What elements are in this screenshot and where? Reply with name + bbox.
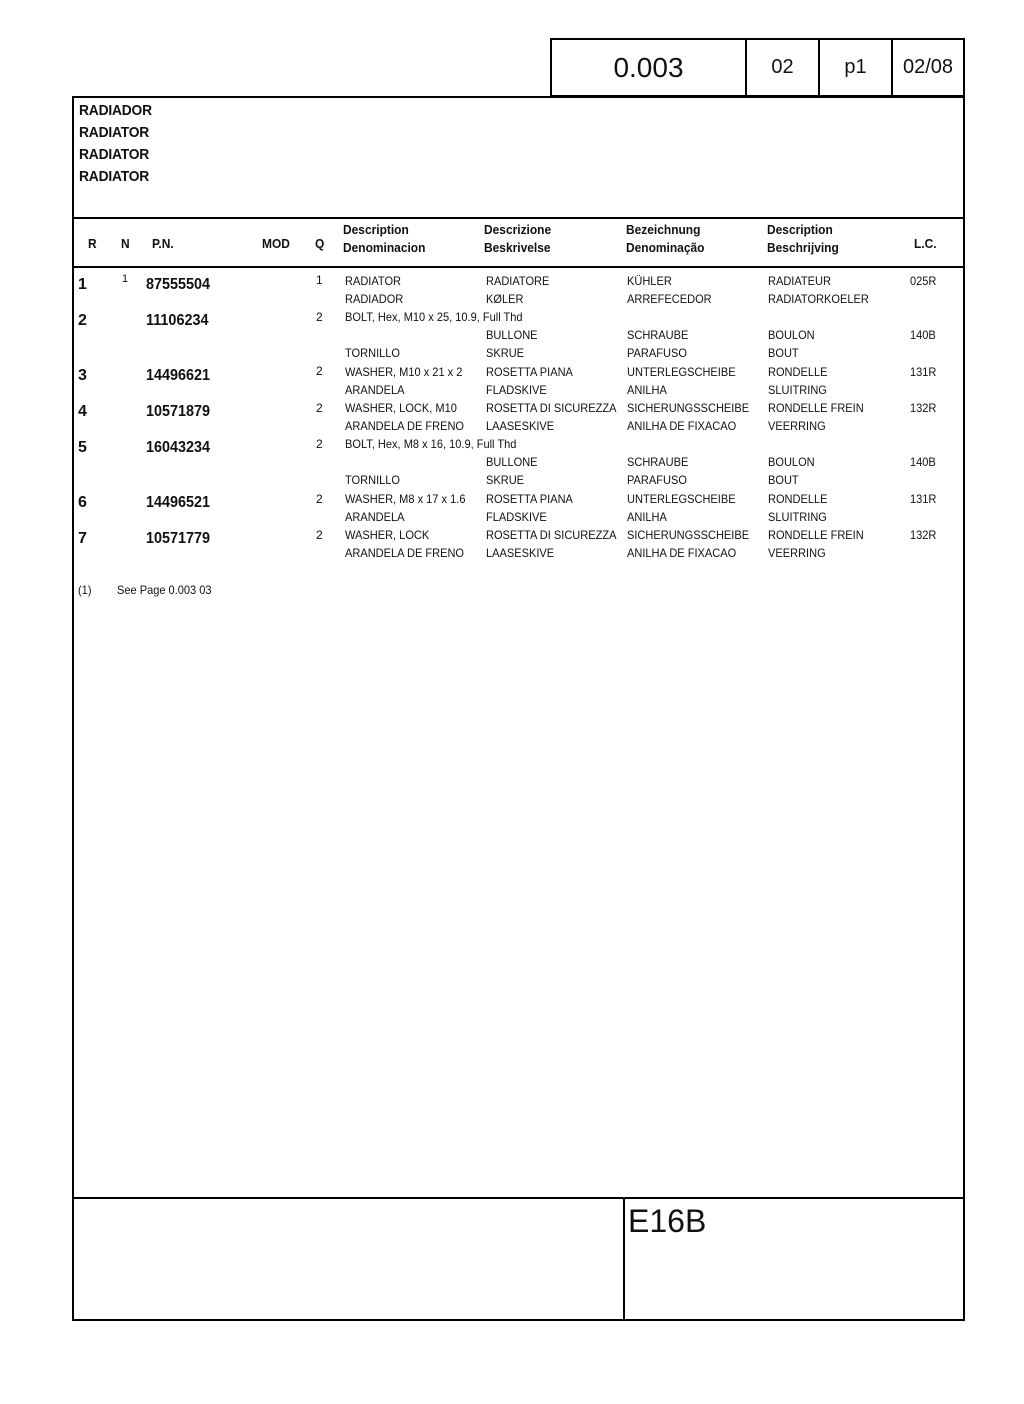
quantity: 2 bbox=[316, 437, 323, 451]
desc-de: SCHRAUBE bbox=[627, 455, 689, 469]
quantity: 1 bbox=[316, 273, 323, 287]
desc-nl: BOUT bbox=[768, 473, 799, 487]
ref-number: 6 bbox=[78, 494, 87, 511]
ref-number: 3 bbox=[78, 367, 87, 384]
note-marker: 1 bbox=[122, 273, 129, 285]
desc-nl: VEERRING bbox=[768, 419, 826, 433]
col-desc-it: Descrizione bbox=[484, 222, 552, 237]
part-number[interactable]: 11106234 bbox=[146, 312, 209, 329]
desc-en: RADIATOR bbox=[345, 274, 402, 288]
desc-dk: SKRUE bbox=[486, 473, 525, 487]
desc-de: SICHERUNGSSCHEIBE bbox=[627, 401, 750, 415]
desc-dk: KØLER bbox=[486, 292, 524, 306]
desc-de: UNTERLEGSCHEIBE bbox=[627, 365, 736, 379]
desc-dk: FLADSKIVE bbox=[486, 510, 547, 524]
title-en: RADIATOR bbox=[79, 124, 150, 141]
ref-number: 2 bbox=[78, 312, 87, 329]
desc-en: WASHER, LOCK, M10 bbox=[345, 401, 457, 415]
col-mod: MOD bbox=[262, 236, 290, 251]
desc-it: ROSETTA DI SICUREZZA bbox=[486, 528, 617, 542]
col-desc-de: Bezeichnung bbox=[626, 222, 701, 237]
col-pn: P.N. bbox=[152, 236, 174, 251]
desc-nl: SLUITRING bbox=[768, 383, 827, 397]
desc-en: BOLT, Hex, M8 x 16, 10.9, Full Thd bbox=[345, 437, 517, 451]
col-r: R bbox=[88, 236, 97, 251]
desc-nl: VEERRING bbox=[768, 546, 826, 560]
part-number[interactable]: 14496621 bbox=[146, 367, 211, 384]
quantity: 2 bbox=[316, 492, 323, 506]
desc-nl: SLUITRING bbox=[768, 510, 827, 524]
desc-en: BOLT, Hex, M10 x 25, 10.9, Full Thd bbox=[345, 310, 523, 324]
desc-en: WASHER, M8 x 17 x 1.6 bbox=[345, 492, 466, 506]
desc-it: RADIATORE bbox=[486, 274, 550, 288]
ref-number: 5 bbox=[78, 439, 87, 456]
footnote-marker: (1) bbox=[78, 583, 92, 597]
page-ref: 0.003 bbox=[550, 38, 747, 97]
desc-en: WASHER, M10 x 21 x 2 bbox=[345, 365, 463, 379]
desc-es: TORNILLO bbox=[345, 346, 401, 360]
desc-pt: ANILHA bbox=[627, 383, 667, 397]
title-other: RADIATOR bbox=[79, 168, 150, 185]
desc-es: RADIADOR bbox=[345, 292, 404, 306]
part-number[interactable]: 10571879 bbox=[146, 403, 211, 420]
col-desc-dk: Beskrivelse bbox=[484, 240, 551, 255]
desc-pt: PARAFUSO bbox=[627, 346, 687, 360]
footer-divider bbox=[72, 1197, 965, 1199]
col-desc-es: Denominacion bbox=[343, 240, 426, 255]
part-label: p1 bbox=[818, 38, 893, 97]
desc-fr: RONDELLE FREIN bbox=[768, 528, 864, 542]
desc-fr: RADIATEUR bbox=[768, 274, 831, 288]
desc-en: WASHER, LOCK bbox=[345, 528, 430, 542]
title-es: RADIADOR bbox=[79, 102, 152, 119]
desc-pt: PARAFUSO bbox=[627, 473, 687, 487]
divider bbox=[72, 217, 965, 219]
desc-it: ROSETTA PIANA bbox=[486, 365, 573, 379]
quantity: 2 bbox=[316, 401, 323, 415]
desc-fr: RONDELLE bbox=[768, 492, 828, 506]
desc-dk: LAASESKIVE bbox=[486, 419, 555, 433]
lc-code: 131R bbox=[910, 492, 937, 506]
footer-code: E16B bbox=[628, 1203, 707, 1239]
part-number[interactable]: 87555504 bbox=[146, 276, 211, 293]
footnote-text: See Page 0.003 03 bbox=[117, 583, 212, 597]
desc-it: BULLONE bbox=[486, 455, 538, 469]
desc-fr: RONDELLE bbox=[768, 365, 828, 379]
lc-code: 132R bbox=[910, 401, 937, 415]
sheet-number: 02 bbox=[745, 38, 820, 97]
desc-nl: RADIATORKOELER bbox=[768, 292, 869, 306]
desc-it: ROSETTA DI SICUREZZA bbox=[486, 401, 617, 415]
divider bbox=[72, 266, 965, 268]
desc-dk: SKRUE bbox=[486, 346, 525, 360]
ref-number: 1 bbox=[78, 276, 87, 293]
issue-date: 02/08 bbox=[891, 38, 965, 97]
desc-dk: LAASESKIVE bbox=[486, 546, 555, 560]
desc-pt: ANILHA bbox=[627, 510, 667, 524]
title-fr: RADIATOR bbox=[79, 146, 150, 163]
desc-es: ARANDELA bbox=[345, 510, 405, 524]
desc-nl: BOUT bbox=[768, 346, 799, 360]
col-q: Q bbox=[315, 236, 325, 251]
col-desc-fr: Description bbox=[767, 222, 833, 237]
quantity: 2 bbox=[316, 528, 323, 542]
quantity: 2 bbox=[316, 364, 323, 378]
desc-it: BULLONE bbox=[486, 328, 538, 342]
ref-number: 4 bbox=[78, 403, 87, 420]
desc-pt: ANILHA DE FIXACAO bbox=[627, 419, 737, 433]
desc-de: SICHERUNGSSCHEIBE bbox=[627, 528, 750, 542]
footer-vertical-divider bbox=[623, 1197, 625, 1320]
lc-code: 131R bbox=[910, 365, 937, 379]
desc-fr: BOULON bbox=[768, 328, 815, 342]
desc-de: SCHRAUBE bbox=[627, 328, 689, 342]
lc-code: 025R bbox=[910, 274, 937, 288]
part-number[interactable]: 16043234 bbox=[146, 439, 211, 456]
desc-es: ARANDELA bbox=[345, 383, 405, 397]
col-n: N bbox=[121, 236, 130, 251]
desc-fr: BOULON bbox=[768, 455, 815, 469]
desc-dk: FLADSKIVE bbox=[486, 383, 547, 397]
desc-de: UNTERLEGSCHEIBE bbox=[627, 492, 736, 506]
col-desc-pt: Denominação bbox=[626, 240, 705, 255]
part-number[interactable]: 10571779 bbox=[146, 530, 211, 547]
ref-number: 7 bbox=[78, 530, 87, 547]
lc-code: 140B bbox=[910, 455, 936, 469]
quantity: 2 bbox=[316, 310, 323, 324]
col-desc-en: Description bbox=[343, 222, 409, 237]
lc-code: 132R bbox=[910, 528, 937, 542]
desc-de: KÜHLER bbox=[627, 274, 672, 288]
desc-es: ARANDELA DE FRENO bbox=[345, 419, 465, 433]
desc-es: ARANDELA DE FRENO bbox=[345, 546, 465, 560]
desc-fr: RONDELLE FREIN bbox=[768, 401, 864, 415]
desc-pt: ARREFECEDOR bbox=[627, 292, 712, 306]
col-lc: L.C. bbox=[914, 236, 937, 251]
col-desc-nl: Beschrijving bbox=[767, 240, 839, 255]
desc-pt: ANILHA DE FIXACAO bbox=[627, 546, 737, 560]
desc-es: TORNILLO bbox=[345, 473, 401, 487]
part-number[interactable]: 14496521 bbox=[146, 494, 211, 511]
lc-code: 140B bbox=[910, 328, 936, 342]
desc-it: ROSETTA PIANA bbox=[486, 492, 573, 506]
